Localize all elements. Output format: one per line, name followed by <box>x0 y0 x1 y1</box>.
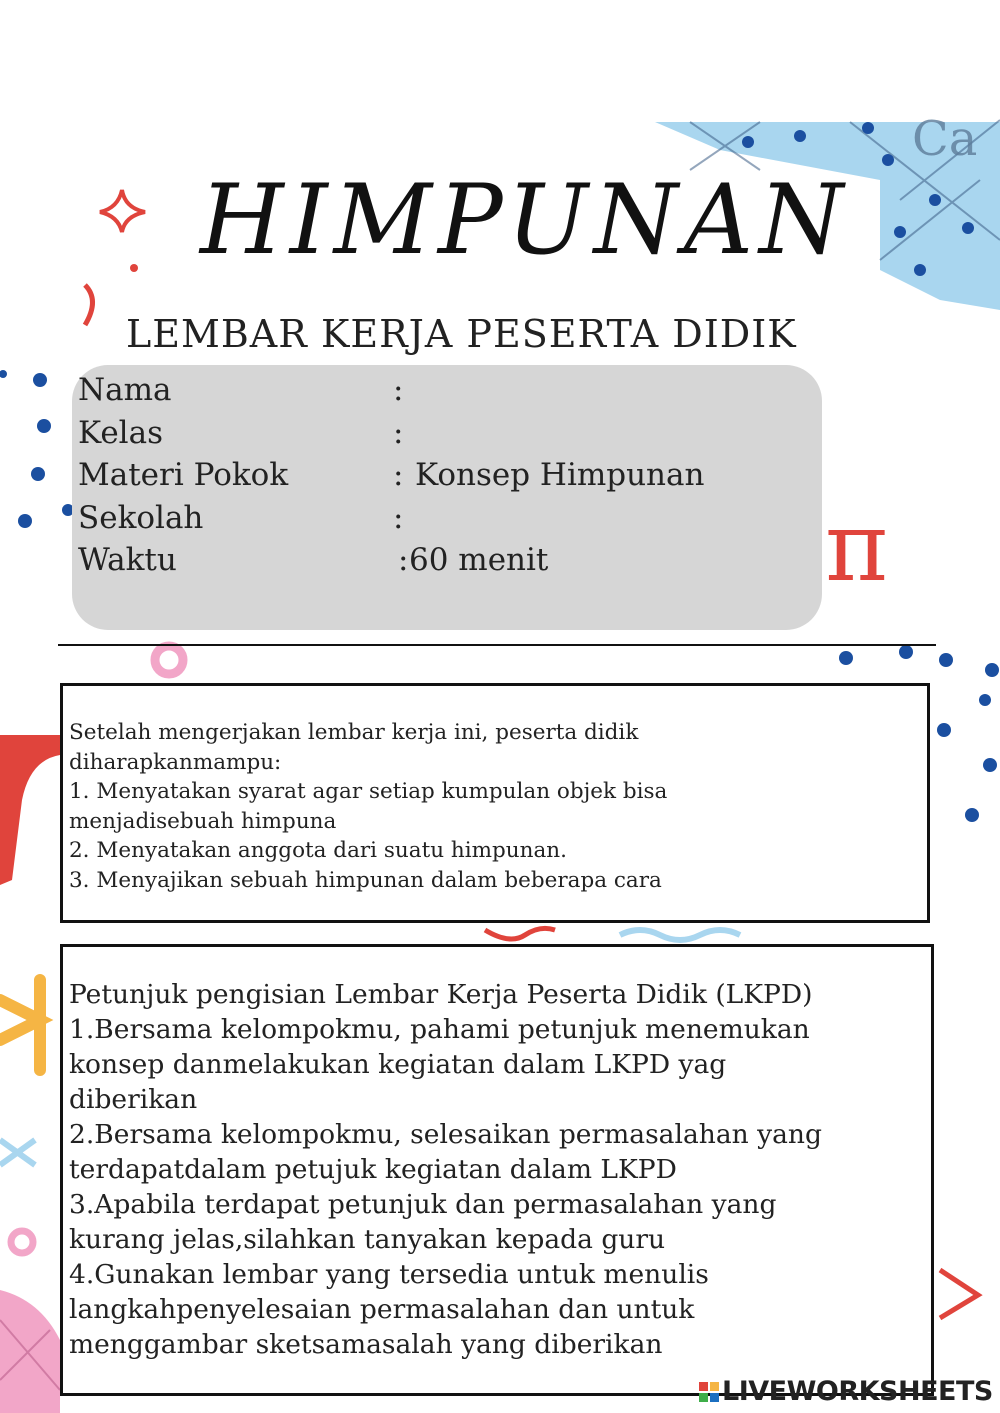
blue-cross-icon <box>0 1140 35 1165</box>
objective-line: Setelah mengerjakan lembar kerja ini, peserta didik <box>69 720 639 745</box>
instruction-line: langkahpenyelesaian permasalahan dan untuk <box>69 1294 695 1325</box>
section-divider <box>58 644 936 646</box>
instruction-line: 4.Gunakan lembar yang tersedia untuk menulis <box>69 1259 709 1290</box>
watermark-text: LIVEWORKSHEETS <box>722 1376 993 1407</box>
red-chevron-icon <box>940 1270 978 1318</box>
red-check-icon <box>485 928 555 939</box>
red-star-icon <box>100 190 145 232</box>
worksheet-subtitle: LEMBAR KERJA PESERTA DIDIK <box>126 312 797 356</box>
corner-text-glyph: Ca <box>912 111 978 167</box>
objective-line: menjadisebuah himpuna <box>69 808 337 834</box>
info-separator: : <box>393 457 404 493</box>
instruction-line: 2.Bersama kelompokmu, selesaikan permasalahan yang <box>69 1119 822 1150</box>
liveworksheets-watermark[interactable] <box>698 1376 998 1410</box>
info-separator: : <box>393 372 404 408</box>
info-value: Konsep Himpunan <box>415 457 705 493</box>
instruction-line: diberikan <box>69 1084 198 1115</box>
learning-objectives-box <box>60 683 930 923</box>
instruction-line: terdapatdalam petujuk kegiatan dalam LKPD <box>69 1154 677 1185</box>
liveworksheets-logo-icon <box>698 1381 720 1403</box>
instruction-line: kurang jelas,silahkan tanyakan kepada guru <box>69 1224 666 1255</box>
orange-arrow-icon <box>0 980 40 1070</box>
objective-line: 2. Menyatakan anggota dari suatu himpunan. <box>69 838 567 863</box>
red-bracket-icon <box>85 285 93 325</box>
pink-ring-small <box>11 1231 33 1253</box>
instruction-line: konsep danmelakukan kegiatan dalam LKPD yag <box>69 1049 727 1080</box>
left-blue-dots <box>0 370 74 528</box>
info-separator: : <box>398 542 409 578</box>
blue-wave <box>620 930 740 940</box>
info-label: Sekolah <box>78 500 204 536</box>
pink-ring <box>155 646 183 674</box>
info-label: Materi Pokok <box>78 457 289 493</box>
info-separator: : <box>393 415 404 451</box>
info-label: Nama <box>78 372 172 408</box>
objective-line: diharapkanmampu: <box>69 749 282 775</box>
instruction-line: menggambar sketsamasalah yang diberikan <box>69 1329 663 1360</box>
instructions-box <box>60 944 934 1396</box>
page-title: HIMPUNAN <box>200 164 850 276</box>
info-value: 60 menit <box>409 542 549 578</box>
instruction-heading: Petunjuk pengisian Lembar Kerja Peserta Didik (LKPD) <box>69 979 813 1010</box>
info-separator: : <box>393 500 404 536</box>
red-dot <box>130 264 138 272</box>
left-red-shape <box>0 735 60 885</box>
bottom-left-pink-patch <box>0 1290 60 1413</box>
objective-line: 1. Menyatakan syarat agar setiap kumpulan objek bisa <box>69 779 668 804</box>
objective-line: 3. Menyajikan sebuah himpunan dalam beberapa cara <box>69 867 662 893</box>
instruction-line: 1.Bersama kelompokmu, pahami petunjuk menemukan <box>69 1014 810 1045</box>
info-label: Waktu <box>78 542 177 578</box>
info-label: Kelas <box>78 415 163 451</box>
instruction-line: 3.Apabila terdapat petunjuk dan permasalahan yang <box>69 1189 777 1220</box>
pi-symbol-icon: π <box>825 491 889 603</box>
